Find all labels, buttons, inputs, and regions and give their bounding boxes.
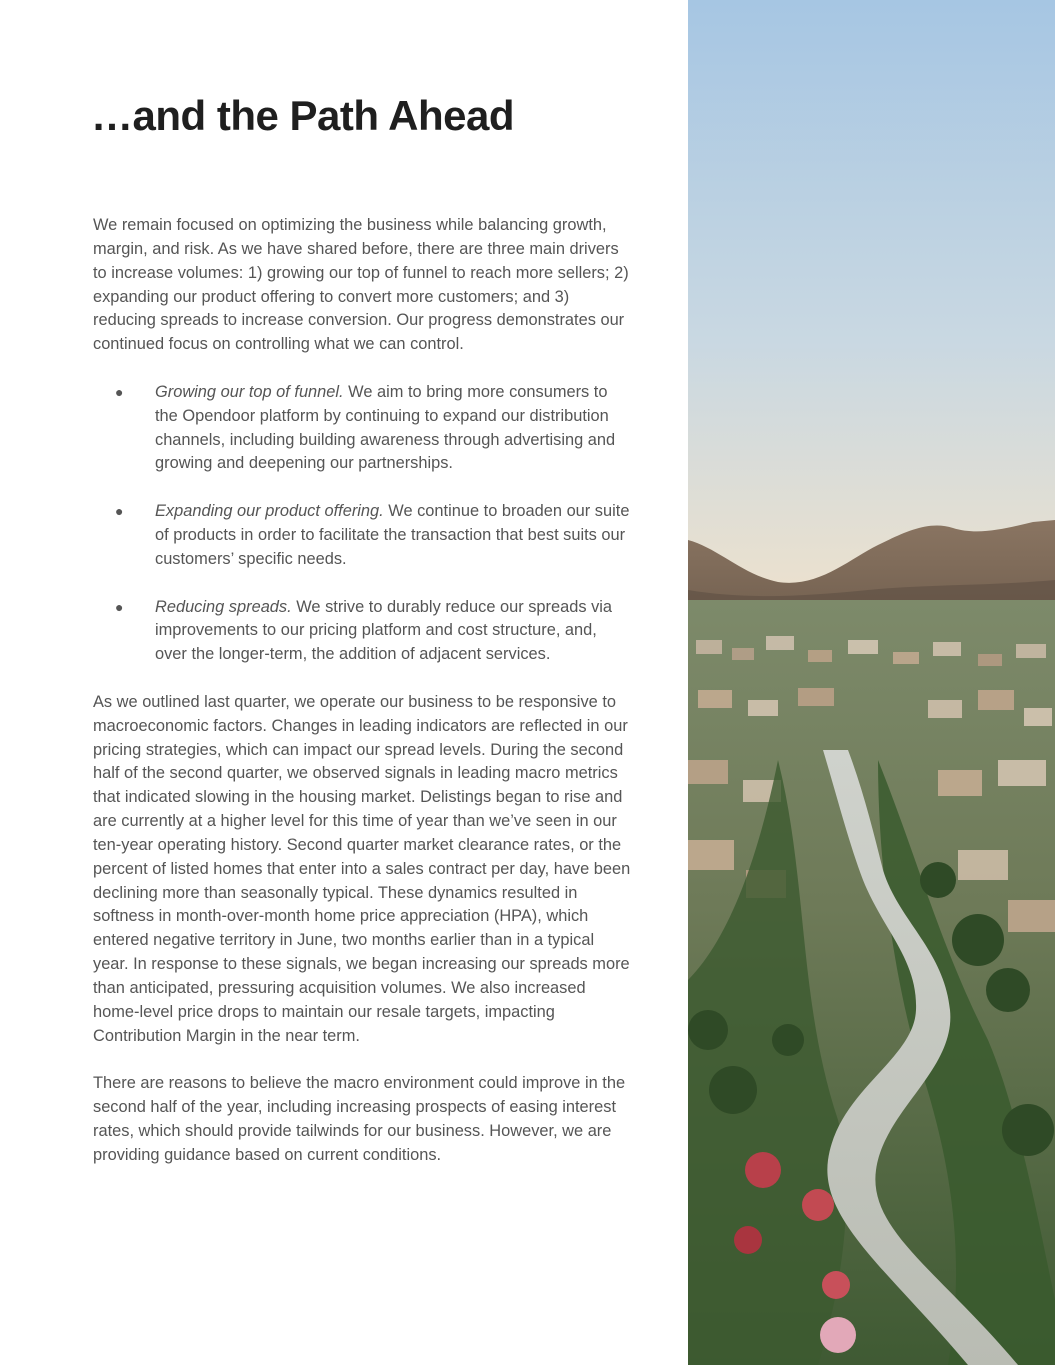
list-item (93, 381, 633, 476)
page-title: …and the Path Ahead (91, 92, 514, 139)
macro-paragraph: As we outlined last quarter, we operate our business to be responsive to macroeconomic factors. Changes in leading indicators are reflected in our pricing strategies, which can impact our spread levels. During the second half of the second quarter, we observed signals in leading macro metrics that indicated slowing in the housing market. Delistings began to rise and are currently at a higher level for this time of year than we’ve seen in our ten-year operating history. Second quarter market clearance rates, or the percent of listed homes that enter into a sales contract per day, have been declining more than seasonally typical. These dynamics resulted in softness in month-over-month home price appreciation (HPA), which entered negative territory in June, two months earlier than in a typical year. In response to these signals, we began increasing our spreads more than anticipated, pressuring acquisition volumes. We also increased home-level price drops to maintain our resale targets, impacting Contribution Margin in the near term. (93, 692, 631, 1045)
bullet-icon: ● (115, 598, 124, 615)
list-item (93, 596, 633, 668)
list-item-text: We strive to durably reduce our spreads via improvements to our pricing platform and cost structure, and, over the longer-term, the addition of adjacent services. (155, 597, 613, 664)
outlook-paragraph: There are reasons to believe the macro environment could improve in the second half of the year, including increasing prospects of easing interest rates, which should provide tailwinds for our business. However, we are providing guidance based on current conditions. (93, 1074, 626, 1164)
intro-paragraph: We remain focused on optimizing the business while balancing growth, margin, and risk. As we have shared before, there are three main drivers to increase volumes: 1) growing our top of funnel to reach more sellers; 2) expanding our product offering to convert more customers; and 3) reducing spreads to increase conversion. Our progress demonstrates our continued focus on controlling what we can control. (93, 216, 629, 354)
list-item (93, 500, 633, 572)
list-item-lead: Growing our top of funnel. (155, 382, 344, 401)
bullet-icon: ● (115, 503, 124, 520)
sky (688, 0, 1055, 620)
list-item-text: We aim to bring more consumers to the Opendoor platform by continuing to expand our distribution channels, including building awareness through advertising and growing and deepening our partnerships. (155, 382, 616, 473)
driver-list (93, 381, 633, 667)
list-item-lead: Reducing spreads. (155, 597, 292, 616)
bullet-icon: ● (115, 383, 124, 400)
neighborhood-photo (688, 0, 1055, 1365)
body-text (93, 214, 633, 1192)
list-item-text: We continue to broaden our suite of products in order to facilitate the transaction that best suits our customers’ specific needs. (155, 502, 630, 568)
list-item-lead: Expanding our product offering. (155, 502, 384, 521)
